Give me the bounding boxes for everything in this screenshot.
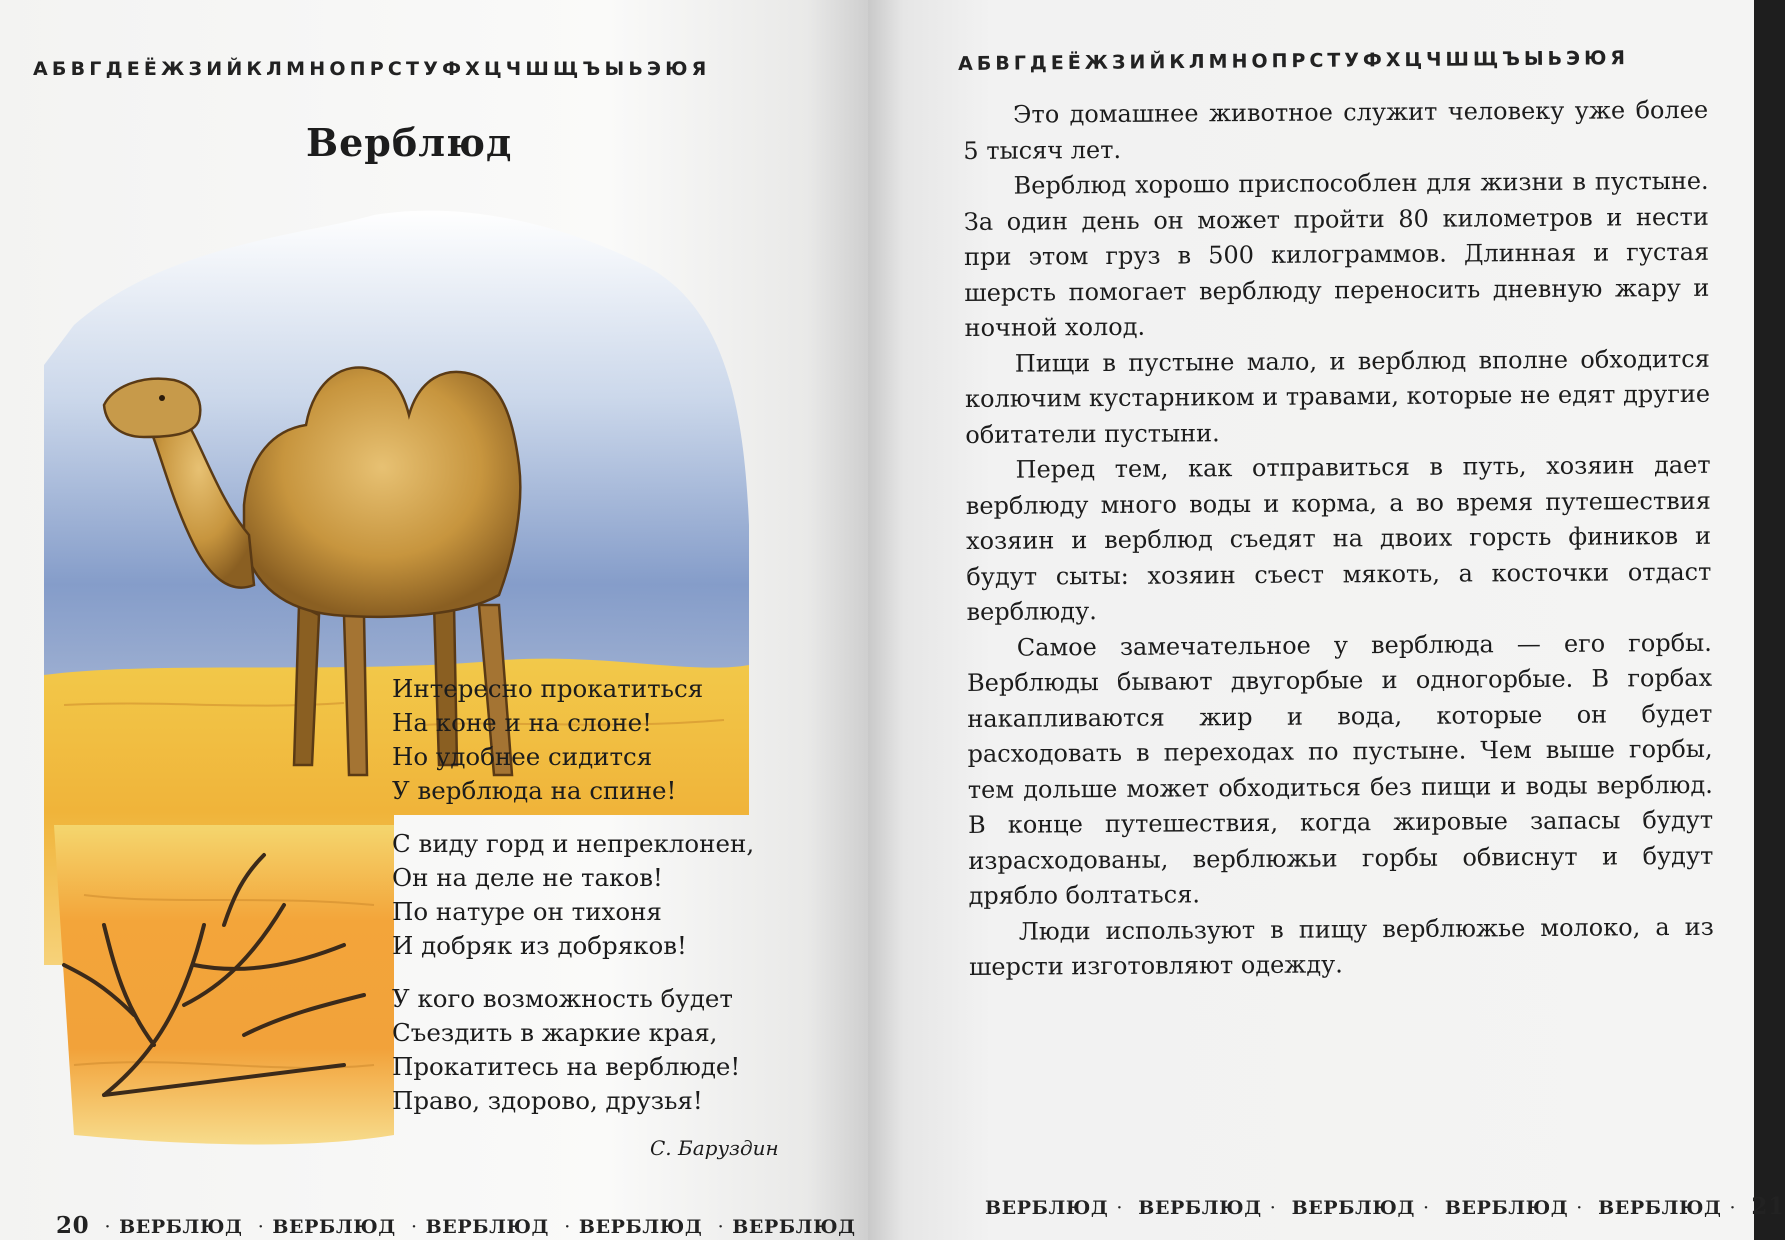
poem-line: По натуре он тихоня [392,897,662,926]
poem-line: Он на деле не таков! [392,863,663,892]
page-number: 20 [56,1212,90,1239]
footer-word: ВЕРБЛЮД [1444,1197,1569,1219]
alphabet-header: АБВГДЕЁЖЗИЙКЛМНОПРСТУФХЦЧШЩЪЫЬЭЮЯ [33,58,711,80]
footer-word: ВЕРБЛЮД [425,1216,550,1238]
poem-line: Право, здорово, друзья! [392,1086,703,1115]
paragraph: Пищи в пустыне мало, и верблюд вполне обходится колючим кустарником и травами, которые не едят другие обитатели пустыни. [965,344,1711,449]
separator-dot: · [1729,1197,1737,1219]
separator-dot: · [1422,1197,1430,1219]
poem-line: С виду горд и непреклонен, [392,829,755,858]
separator-dot: · [564,1216,571,1238]
separator-dot: · [104,1216,112,1238]
paragraph: Самое замечательное у верблюда — его горбы. Верблюды бывают двугорбые и одногорбые. В горбах накапливаются жир и вода, которые он будет расходовать в переходах по пустыне. Чем выше горбы, тем дольше может обходиться без пищи и воды верблюд. В конце путешествия, когда жировые запасы будут израсходованы, верблюжьи горбы обвиснут и будут дрябло болтаться. [966,628,1714,910]
separator-dot: · [411,1216,418,1238]
right-page [868,0,1785,1240]
paragraph: Верблюд хорошо приспособлен для жизни в пустыне. За один день он может пройти 80 километров и нести при этом груз в 500 килограммов. Длинная и густая шерсть помогает верблюду переносить дневную жару и ночной холод. [963,166,1710,342]
page-number: 21 [1751,1193,1785,1220]
paragraph: Это домашнее животное служит человеку уже более 5 тысяч лет. [963,95,1709,165]
poem-line: Интересно прокатиться [392,674,704,703]
poem [392,672,812,1137]
separator-dot: · [717,1216,725,1238]
paragraph: Люди используют в пищу верблюжье молоко, а из шерсти изготовляют одежду. [968,912,1714,981]
separator-dot: · [1116,1197,1124,1219]
poem-stanza [392,827,812,963]
footer-word: ВЕРБЛЮД [1291,1197,1415,1219]
page-footer [985,1193,1785,1220]
separator-dot: · [1576,1197,1583,1219]
separator-dot: · [1269,1197,1277,1219]
poem-line: Прокатитесь на верблюде! [392,1052,741,1081]
poem-stanza [392,672,812,808]
poem-line: На коне и на слоне! [392,708,652,737]
poem-author: С. Баруздин [650,1136,779,1160]
article-text [963,93,1714,986]
separator-dot: · [257,1216,265,1238]
paragraph: Перед тем, как отправиться в путь, хозяин дает верблюду много воды и корма, а во время путешествия хозяин и верблюд съедят на двоих горсть фиников и будут сыты: хозяин съест мякоть, а косточки отдаст верблюду. [965,450,1712,626]
footer-word: ВЕРБЛЮД [1598,1197,1722,1219]
footer-word: ВЕРБЛЮД [119,1216,243,1238]
poem-line: Съездить в жаркие края, [392,1018,718,1047]
poem-line: У кого возможность будет [392,984,733,1013]
poem-line: У верблюда на спине! [392,776,677,805]
page-footer [56,1212,856,1239]
poem-line: Но удобнее сидится [392,742,653,771]
page-title-text: Верблюд [306,120,513,165]
alphabet-header: АБВГДЕЁЖЗИЙКЛМНОПРСТУФХЦЧШЩЪЫЬЭЮЯ [958,47,1630,75]
footer-word: ВЕРБЛЮД [985,1197,1109,1219]
footer-word: ВЕРБЛЮД [272,1216,396,1238]
footer-word: ВЕРБЛЮД [578,1216,703,1238]
poem-line: И добряк из добряков! [392,931,687,960]
footer-word: ВЕРБЛЮД [1138,1197,1262,1219]
page-title [306,120,512,165]
footer-word: ВЕРБЛЮД [732,1216,856,1238]
poem-stanza [392,982,812,1118]
left-page [0,0,868,1240]
